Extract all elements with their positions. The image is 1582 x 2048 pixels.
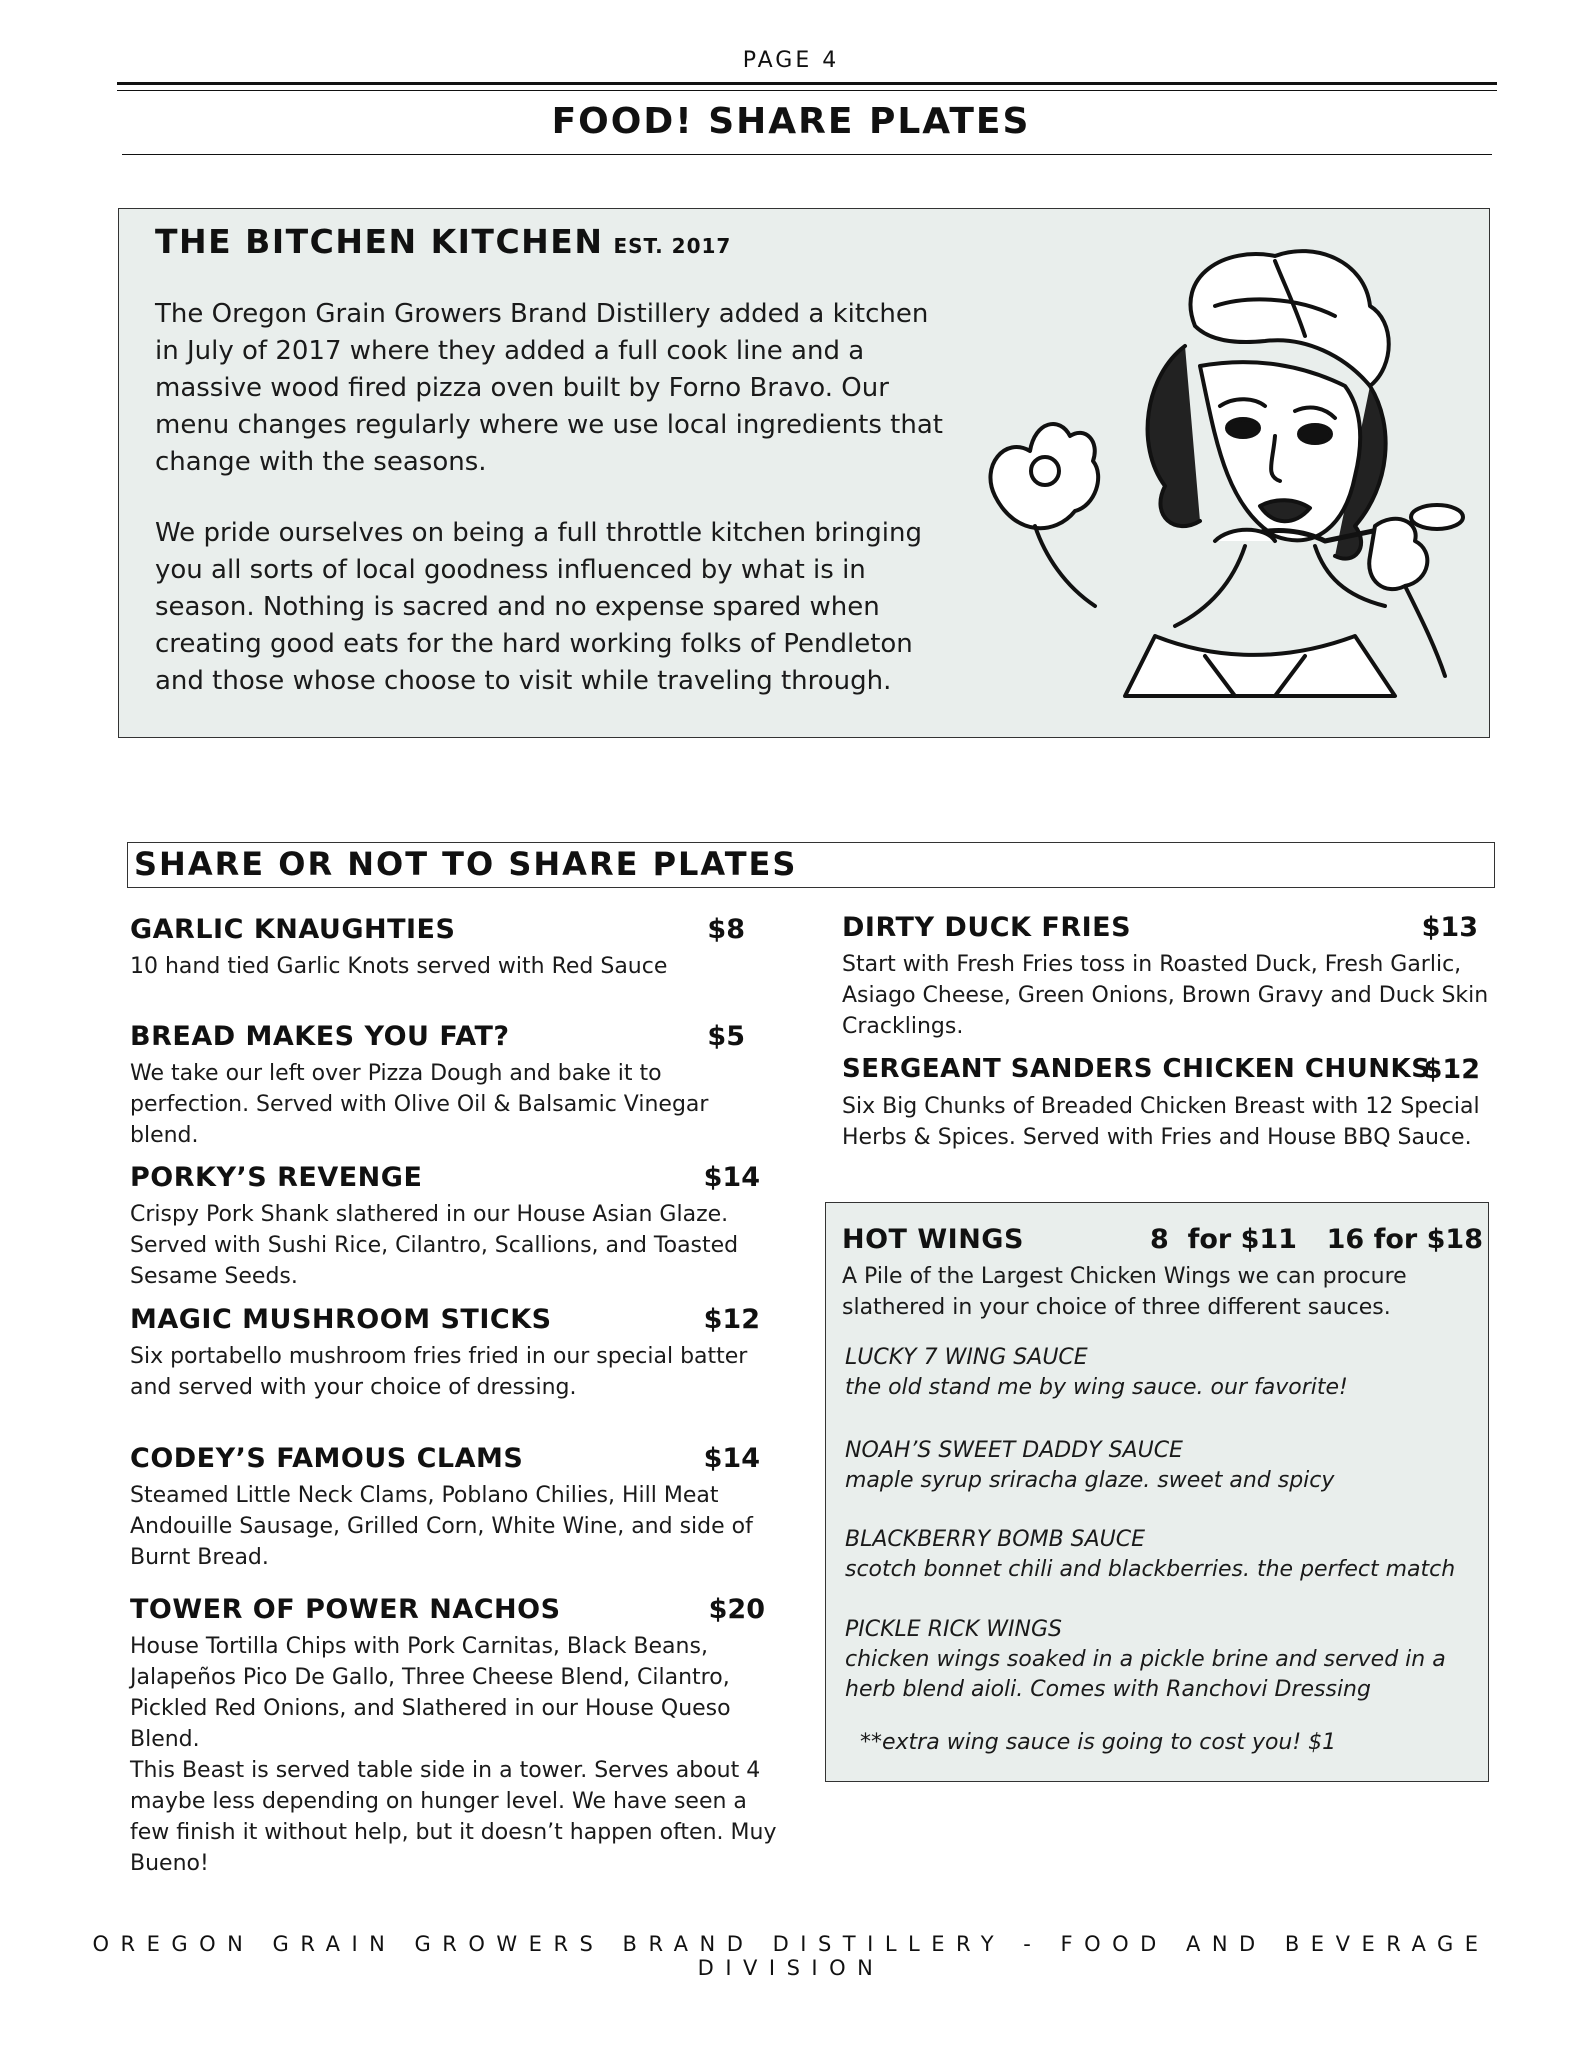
menu-item-price: $14 (703, 1443, 760, 1474)
page-number: PAGE 4 (742, 48, 840, 73)
intro-established: EST. 2017 (613, 234, 732, 258)
intro-paragraph-2: We pride ourselves on being a full throttle kitchen bringing you all sorts of local goodness influenced by what is in season. Nothing is sacred and no expense spared when creating good eats for the hard working folks of Pendleton and those whose choose to visit while traveling through. (155, 518, 922, 696)
menu-item-description: Crispy Pork Shank slathered in our House Asian Glaze. Served with Sushi Rice, Cilantro, Scallions, and Toasted Sesame Seeds. (130, 1202, 739, 1289)
intro-title (155, 222, 731, 261)
share-section-title: SHARE OR NOT TO SHARE PLATES (134, 845, 798, 883)
menu-item-price: $14 (703, 1162, 760, 1193)
header-rule-thick (117, 82, 1497, 85)
sauce-description: scotch bonnet chili and blackberries. the perfect match (845, 1557, 1456, 1582)
intro-title-text: THE BITCHEN KITCHEN (155, 222, 604, 261)
sauce-name: BLACKBERRY BOMB SAUCE (845, 1527, 1146, 1552)
intro-paragraph-1: The Oregon Grain Growers Brand Distillery added a kitchen in July of 2017 where they added a full cook line and a massive wood fired pizza oven built by Forno Bravo. Our menu changes regularly where we use local ingredients that change with the seasons. (155, 299, 943, 477)
chef-woman-tasting-spoon-icon (975, 236, 1465, 706)
footer-division: OREGON GRAIN GROWERS BRAND DISTILLERY - FOOD AND BEVERAGE DIVISION (92, 1932, 1490, 1980)
hot-wings-price-large: 16 for $18 (1326, 1224, 1483, 1255)
menu-item-description: Start with Fresh Fries toss in Roasted Duck, Fresh Garlic, Asiago Cheese, Green Onions, Brown Gravy and Duck Skin Cracklings. (842, 952, 1489, 1039)
menu-item-price: $13 (1421, 912, 1478, 943)
menu-item-name: GARLIC KNAUGHTIES (130, 914, 456, 945)
hot-wings-name: HOT WINGS (842, 1224, 1024, 1255)
menu-item-name: TOWER OF POWER NACHOS (130, 1594, 561, 1625)
extra-sauce-note: **extra wing sauce is going to cost you! $1 (860, 1730, 1337, 1755)
header-rule-thin (117, 90, 1497, 91)
menu-item-description: Six portabello mushroom fries fried in our special batter and served with your choice of dressing. (130, 1344, 748, 1400)
menu-item-price: $20 (708, 1594, 765, 1625)
menu-item-name: MAGIC MUSHROOM STICKS (130, 1304, 552, 1335)
sauce-description: chicken wings soaked in a pickle brine and served in a herb blend aioli. Comes with Ranchovi Dressing (845, 1647, 1446, 1702)
sauce-name: LUCKY 7 WING SAUCE (845, 1345, 1088, 1370)
menu-item-note: This Beast is served table side in a tower. Serves about 4 maybe less depending on hunger level. We have seen a few finish it without help, but it doesn’t happen often. Muy Bueno! (130, 1758, 777, 1876)
page-title: FOOD! SHARE PLATES (551, 101, 1031, 142)
menu-item-price: $12 (1423, 1054, 1480, 1085)
menu-item-name: PORKY’S REVENGE (130, 1162, 423, 1193)
menu-item-price: $8 (707, 914, 745, 945)
sauce-description: maple syrup sriracha glaze. sweet and spicy (845, 1468, 1335, 1493)
menu-item-description: Six Big Chunks of Breaded Chicken Breast with 12 Special Herbs & Spices. Served with Fries and House BBQ Sauce. (842, 1094, 1480, 1150)
hot-wings-price-small: 8 for $11 (1150, 1224, 1297, 1255)
hot-wings-description: A Pile of the Largest Chicken Wings we can procure slathered in your choice of three different sauces. (842, 1264, 1407, 1320)
menu-item-price: $12 (703, 1304, 760, 1335)
sauce-name: NOAH’S SWEET DADDY SAUCE (845, 1438, 1183, 1463)
sauce-description: the old stand me by wing sauce. our favorite! (845, 1375, 1348, 1400)
menu-item-name: BREAD MAKES YOU FAT? (130, 1021, 510, 1052)
menu-item-name: CODEY’S FAMOUS CLAMS (130, 1443, 524, 1474)
sauce-name: PICKLE RICK WINGS (845, 1617, 1062, 1642)
menu-item-description: Steamed Little Neck Clams, Poblano Chilies, Hill Meat Andouille Sausage, Grilled Corn, White Wine, and side of Burnt Bread. (130, 1483, 753, 1570)
menu-item-description: House Tortilla Chips with Pork Carnitas, Black Beans, Jalapeños Pico De Gallo, Three Cheese Blend, Cilantro, Pickled Red Onions, and Slathered in our House Queso Blend. (130, 1634, 731, 1752)
menu-item-description: 10 hand tied Garlic Knots served with Red Sauce (130, 954, 668, 979)
menu-item-description: We take our left over Pizza Dough and bake it to perfection. Served with Olive Oil & Balsamic Vinegar blend. (130, 1061, 709, 1148)
menu-item-price: $5 (707, 1021, 745, 1052)
menu-item-name: SERGEANT SANDERS CHICKEN CHUNKS (842, 1054, 1431, 1084)
menu-item-name: DIRTY DUCK FRIES (842, 912, 1132, 943)
title-underline (122, 154, 1492, 155)
